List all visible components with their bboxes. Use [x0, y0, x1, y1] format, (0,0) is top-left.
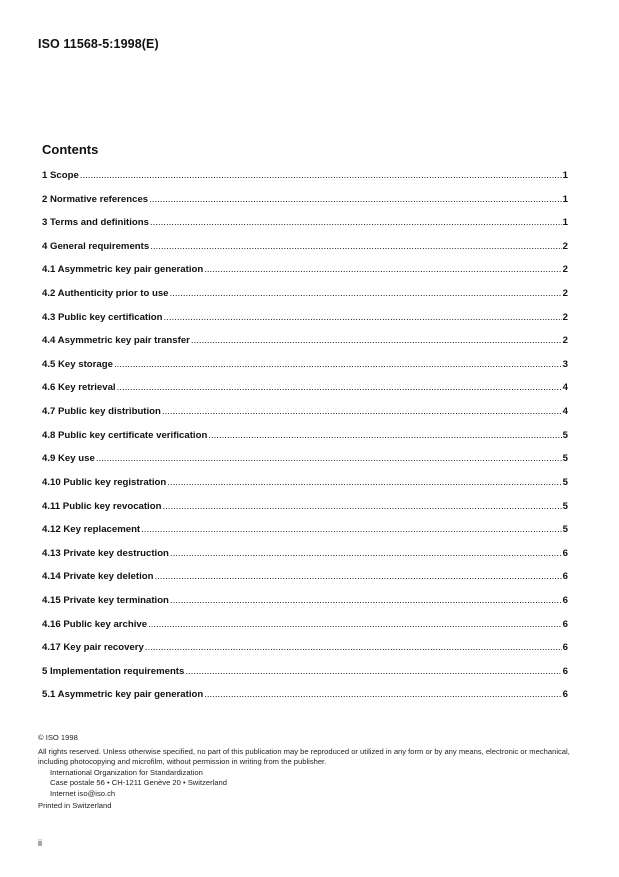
- dot-leader: [191, 335, 562, 346]
- toc-entry-page: 2: [562, 240, 568, 252]
- toc-entry[interactable]: [42, 642, 568, 666]
- toc-entry-page: 3: [562, 358, 568, 370]
- toc-entry-title: 4.13 Private key destruction: [42, 547, 169, 559]
- toc-entry[interactable]: [42, 571, 568, 595]
- dot-leader: [170, 288, 562, 299]
- toc-entry-title: 5.1 Asymmetric key pair generation: [42, 689, 204, 701]
- toc-entry-page: 1: [562, 170, 568, 181]
- toc-entry-page: 5: [562, 476, 568, 488]
- dot-leader: [150, 241, 561, 252]
- toc-entry-page: 1: [562, 217, 568, 229]
- toc-entry-title: 4 General requirements: [42, 240, 150, 252]
- toc-entry-title: 4.17 Key pair recovery: [42, 642, 144, 654]
- page-number: ii: [38, 838, 42, 848]
- toc-entry-title: 4.15 Private key termination: [42, 594, 169, 606]
- toc-entry[interactable]: [42, 501, 568, 525]
- toc-entry-title: 4.1 Asymmetric key pair generation: [42, 264, 204, 276]
- toc-entry[interactable]: [42, 689, 568, 713]
- internet-contact[interactable]: Internet iso@iso.ch: [50, 788, 116, 798]
- dot-leader: [167, 477, 561, 488]
- toc-entry-title: 4.11 Public key revocation: [42, 500, 162, 512]
- toc-entry[interactable]: [42, 430, 568, 454]
- toc-entry-page: 6: [562, 689, 568, 701]
- dot-leader: [170, 548, 562, 559]
- copyright-notice: [38, 733, 578, 811]
- dot-leader: [141, 524, 562, 535]
- toc-entry[interactable]: [42, 619, 568, 643]
- toc-entry[interactable]: [42, 477, 568, 501]
- toc-entry-title: 4.2 Authenticity prior to use: [42, 288, 169, 300]
- dot-leader: [80, 170, 562, 181]
- toc-entry[interactable]: [42, 312, 568, 336]
- toc-entry-title: 4.8 Public key certificate verification: [42, 429, 208, 441]
- toc-entry[interactable]: [42, 194, 568, 218]
- toc-entry-page: 6: [562, 618, 568, 630]
- dot-leader: [208, 430, 561, 441]
- toc-entry-page: 4: [562, 406, 568, 418]
- organization-name: International Organization for Standardization: [50, 767, 203, 777]
- dot-leader: [170, 595, 562, 606]
- toc-entry-page: 6: [562, 547, 568, 559]
- toc-entry-title: 4.7 Public key distribution: [42, 406, 161, 418]
- dot-leader: [96, 453, 562, 464]
- toc-entry[interactable]: [42, 524, 568, 548]
- contents-title: Contents: [42, 142, 99, 157]
- toc-entry-page: 2: [562, 335, 568, 347]
- toc-entry-title: 4.3 Public key certification: [42, 311, 163, 323]
- dot-leader: [154, 571, 561, 582]
- dot-leader: [150, 217, 562, 228]
- toc-entry[interactable]: [42, 666, 568, 690]
- toc-entry-page: 2: [562, 288, 568, 300]
- dot-leader: [149, 194, 562, 205]
- dot-leader: [148, 619, 562, 630]
- toc-entry[interactable]: [42, 170, 568, 194]
- document-id: ISO 11568-5:1998(E): [38, 37, 159, 51]
- dot-leader: [204, 264, 561, 275]
- toc-entry-title: 4.12 Key replacement: [42, 524, 141, 536]
- dot-leader: [162, 501, 561, 512]
- dot-leader: [185, 666, 561, 677]
- toc-entry-page: 6: [562, 642, 568, 654]
- dot-leader: [164, 312, 562, 323]
- toc-entry-title: 2 Normative references: [42, 193, 149, 205]
- toc-entry[interactable]: [42, 548, 568, 572]
- table-of-contents: [42, 170, 568, 713]
- toc-entry[interactable]: [42, 241, 568, 265]
- organization-address: Case postale 56 • CH-1211 Genève 20 • Switzerland: [50, 778, 227, 788]
- dot-leader: [162, 406, 562, 417]
- dot-leader: [114, 359, 562, 370]
- toc-entry-title: 4.4 Asymmetric key pair transfer: [42, 335, 190, 347]
- toc-entry-page: 5: [562, 524, 568, 536]
- toc-entry-page: 6: [562, 594, 568, 606]
- toc-entry-page: 5: [562, 500, 568, 512]
- toc-entry-page: 2: [562, 264, 568, 276]
- toc-entry[interactable]: [42, 359, 568, 383]
- toc-entry-title: 4.16 Public key archive: [42, 618, 148, 630]
- toc-entry-title: 1 Scope: [42, 170, 79, 181]
- rights-statement: All rights reserved. Unless otherwise specified, no part of this publication may be reproduced or utilized in any form or by any means, electronic or mechanical, including photocopying and microfilm, without permission in writing from the publisher.: [38, 746, 570, 767]
- toc-entry-title: 5 Implementation requirements: [42, 665, 185, 677]
- toc-entry[interactable]: [42, 382, 568, 406]
- toc-entry-title: 4.10 Public key registration: [42, 476, 167, 488]
- toc-entry-page: 5: [562, 453, 568, 465]
- toc-entry[interactable]: [42, 288, 568, 312]
- printed-in: Printed in Switzerland: [38, 800, 112, 810]
- toc-entry-title: 4.9 Key use: [42, 453, 95, 465]
- toc-entry-title: 4.6 Key retrieval: [42, 382, 116, 394]
- toc-entry-page: 6: [562, 665, 568, 677]
- copyright-line: © ISO 1998: [38, 733, 78, 742]
- toc-entry[interactable]: [42, 453, 568, 477]
- toc-entry-title: 3 Terms and definitions: [42, 217, 149, 229]
- dot-leader: [117, 382, 562, 393]
- toc-entry-page: 5: [562, 429, 568, 441]
- toc-entry[interactable]: [42, 335, 568, 359]
- toc-entry[interactable]: [42, 406, 568, 430]
- dot-leader: [145, 642, 562, 653]
- toc-entry-page: 6: [562, 571, 568, 583]
- toc-entry[interactable]: [42, 595, 568, 619]
- toc-entry-title: 4.14 Private key deletion: [42, 571, 154, 583]
- toc-entry[interactable]: [42, 264, 568, 288]
- toc-entry-title: 4.5 Key storage: [42, 358, 113, 370]
- toc-entry[interactable]: [42, 217, 568, 241]
- toc-entry-page: 1: [562, 193, 568, 205]
- toc-entry-page: 4: [562, 382, 568, 394]
- dot-leader: [204, 689, 561, 700]
- toc-entry-page: 2: [562, 311, 568, 323]
